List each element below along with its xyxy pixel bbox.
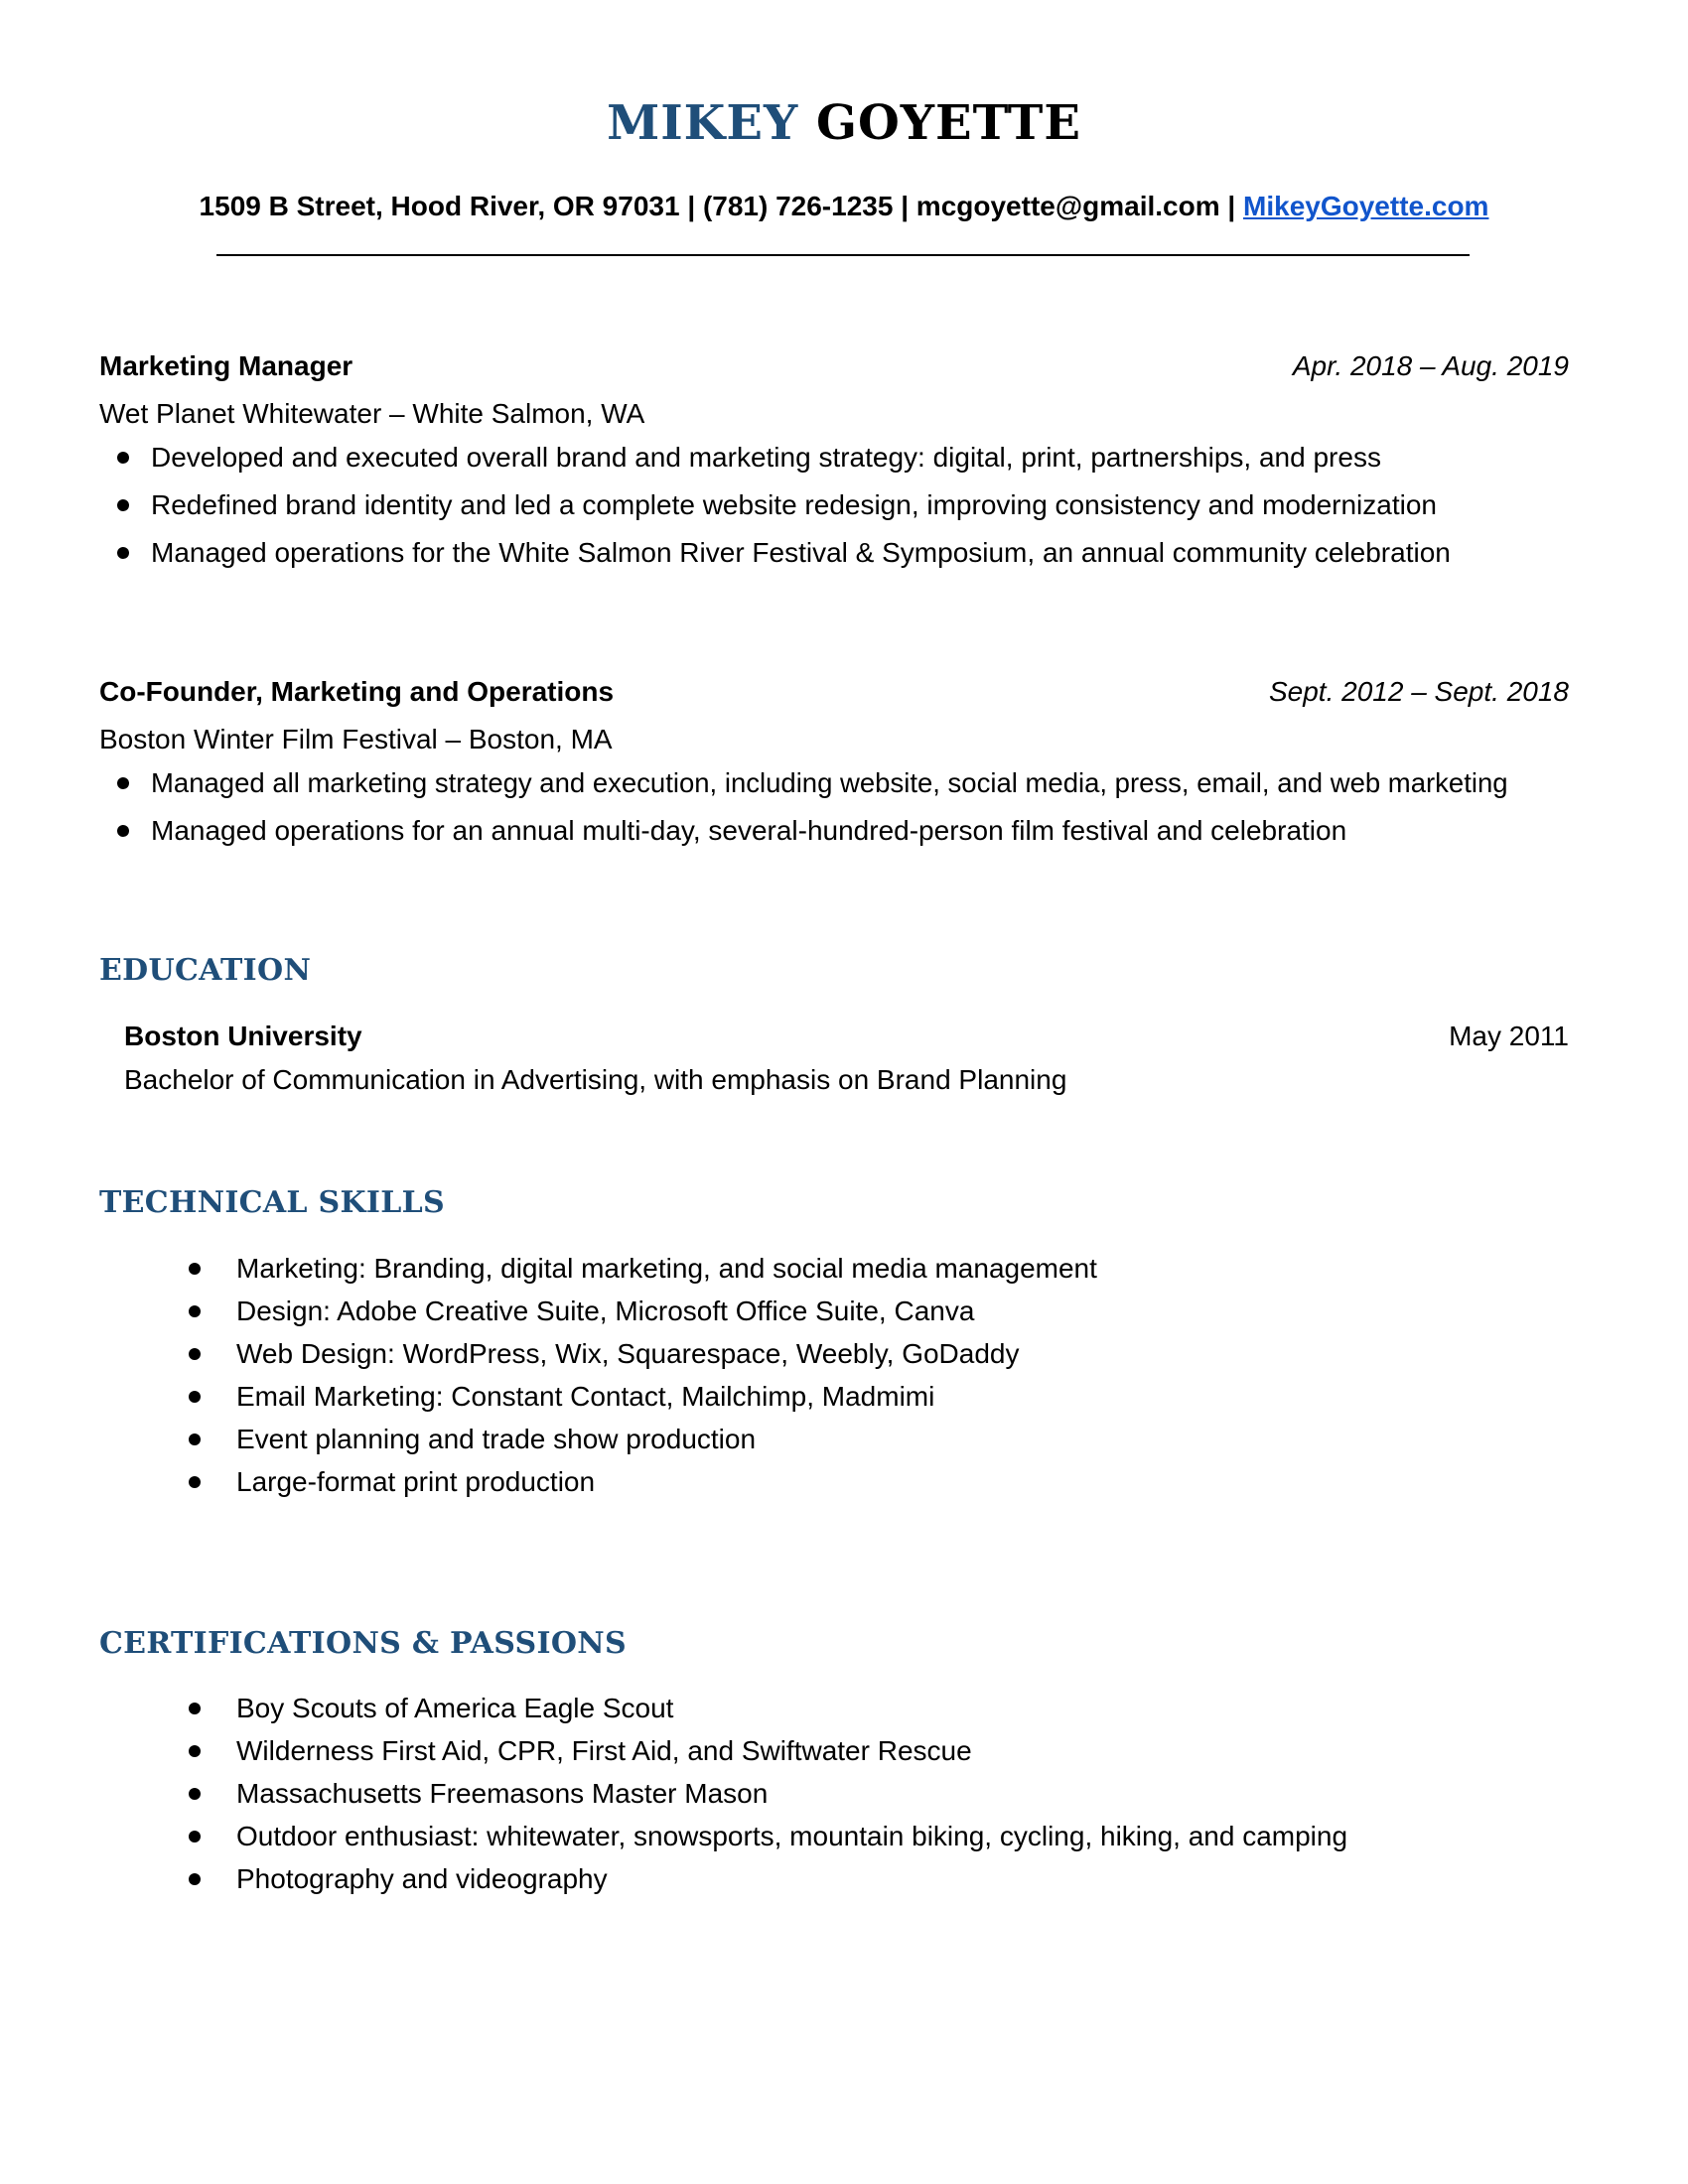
job-org: Wet Planet Whitewater – White Salmon, WA [99, 398, 645, 429]
list-item: Design: Adobe Creative Suite, Microsoft Office Suite, Canva [189, 1290, 1097, 1332]
list-item: Redefined brand identity and led a complete website redesign, improving consistency and modernization [99, 481, 1569, 529]
resume-name [0, 93, 1688, 153]
job-entry [99, 346, 1569, 577]
school-name: Boston University [124, 1021, 362, 1051]
contact-details: 1509 B Street, Hood River, OR 97031 | (781) 726-1235 | mcgoyette@gmail.com | [199, 191, 1244, 221]
degree: Bachelor of Communication in Advertising, with emphasis on Brand Planning [124, 1064, 1067, 1095]
job-title: Co-Founder, Marketing and Operations [99, 676, 615, 707]
job-bullets [99, 759, 1569, 855]
list-item: Web Design: WordPress, Wix, Squarespace, Weebly, GoDaddy [189, 1332, 1097, 1375]
list-item: Boy Scouts of America Eagle Scout [189, 1687, 1347, 1729]
list-item: Event planning and trade show production [189, 1418, 1097, 1460]
list-item: Photography and videography [189, 1857, 1347, 1900]
job-bullets [99, 434, 1569, 577]
job-title: Marketing Manager [99, 350, 353, 381]
certifications-list [189, 1687, 1347, 1900]
list-item: Email Marketing: Constant Contact, Mailchimp, Madmimi [189, 1375, 1097, 1418]
job-dates: Sept. 2012 – Sept. 2018 [1268, 676, 1569, 707]
list-item: Developed and executed overall brand and marketing strategy: digital, print, partnerships, and press [99, 434, 1569, 481]
list-item: Managed operations for an annual multi-day, several-hundred-person film festival and celebration [99, 807, 1569, 855]
education-heading: EDUCATION [99, 953, 312, 988]
website-link[interactable]: MikeyGoyette.com [1243, 191, 1489, 221]
certifications-heading: CERTIFICATIONS & PASSIONS [99, 1626, 627, 1661]
header-divider [216, 254, 1470, 256]
job-entry [99, 672, 1569, 855]
list-item: Managed all marketing strategy and execution, including website, social media, press, email, and web marketing [99, 759, 1569, 807]
list-item: Massachusetts Freemasons Master Mason [189, 1772, 1347, 1815]
list-item: Outdoor enthusiast: whitewater, snowsports, mountain biking, cycling, hiking, and camping [189, 1815, 1347, 1857]
education-entry [124, 1015, 1569, 1102]
list-item: Large-format print production [189, 1460, 1097, 1503]
first-name: MIKEY [607, 95, 799, 151]
graduation-date: May 2011 [1449, 1021, 1569, 1051]
skills-list [189, 1247, 1097, 1503]
contact-line [0, 187, 1688, 226]
list-item: Managed operations for the White Salmon River Festival & Symposium, an annual community celebration [99, 529, 1569, 577]
list-item: Wilderness First Aid, CPR, First Aid, and Swiftwater Rescue [189, 1729, 1347, 1772]
job-dates: Apr. 2018 – Aug. 2019 [1292, 350, 1569, 381]
last-name: GOYETTE [815, 95, 1081, 151]
job-org: Boston Winter Film Festival – Boston, MA [99, 724, 613, 754]
skills-heading: TECHNICAL SKILLS [99, 1185, 445, 1220]
list-item: Marketing: Branding, digital marketing, and social media management [189, 1247, 1097, 1290]
